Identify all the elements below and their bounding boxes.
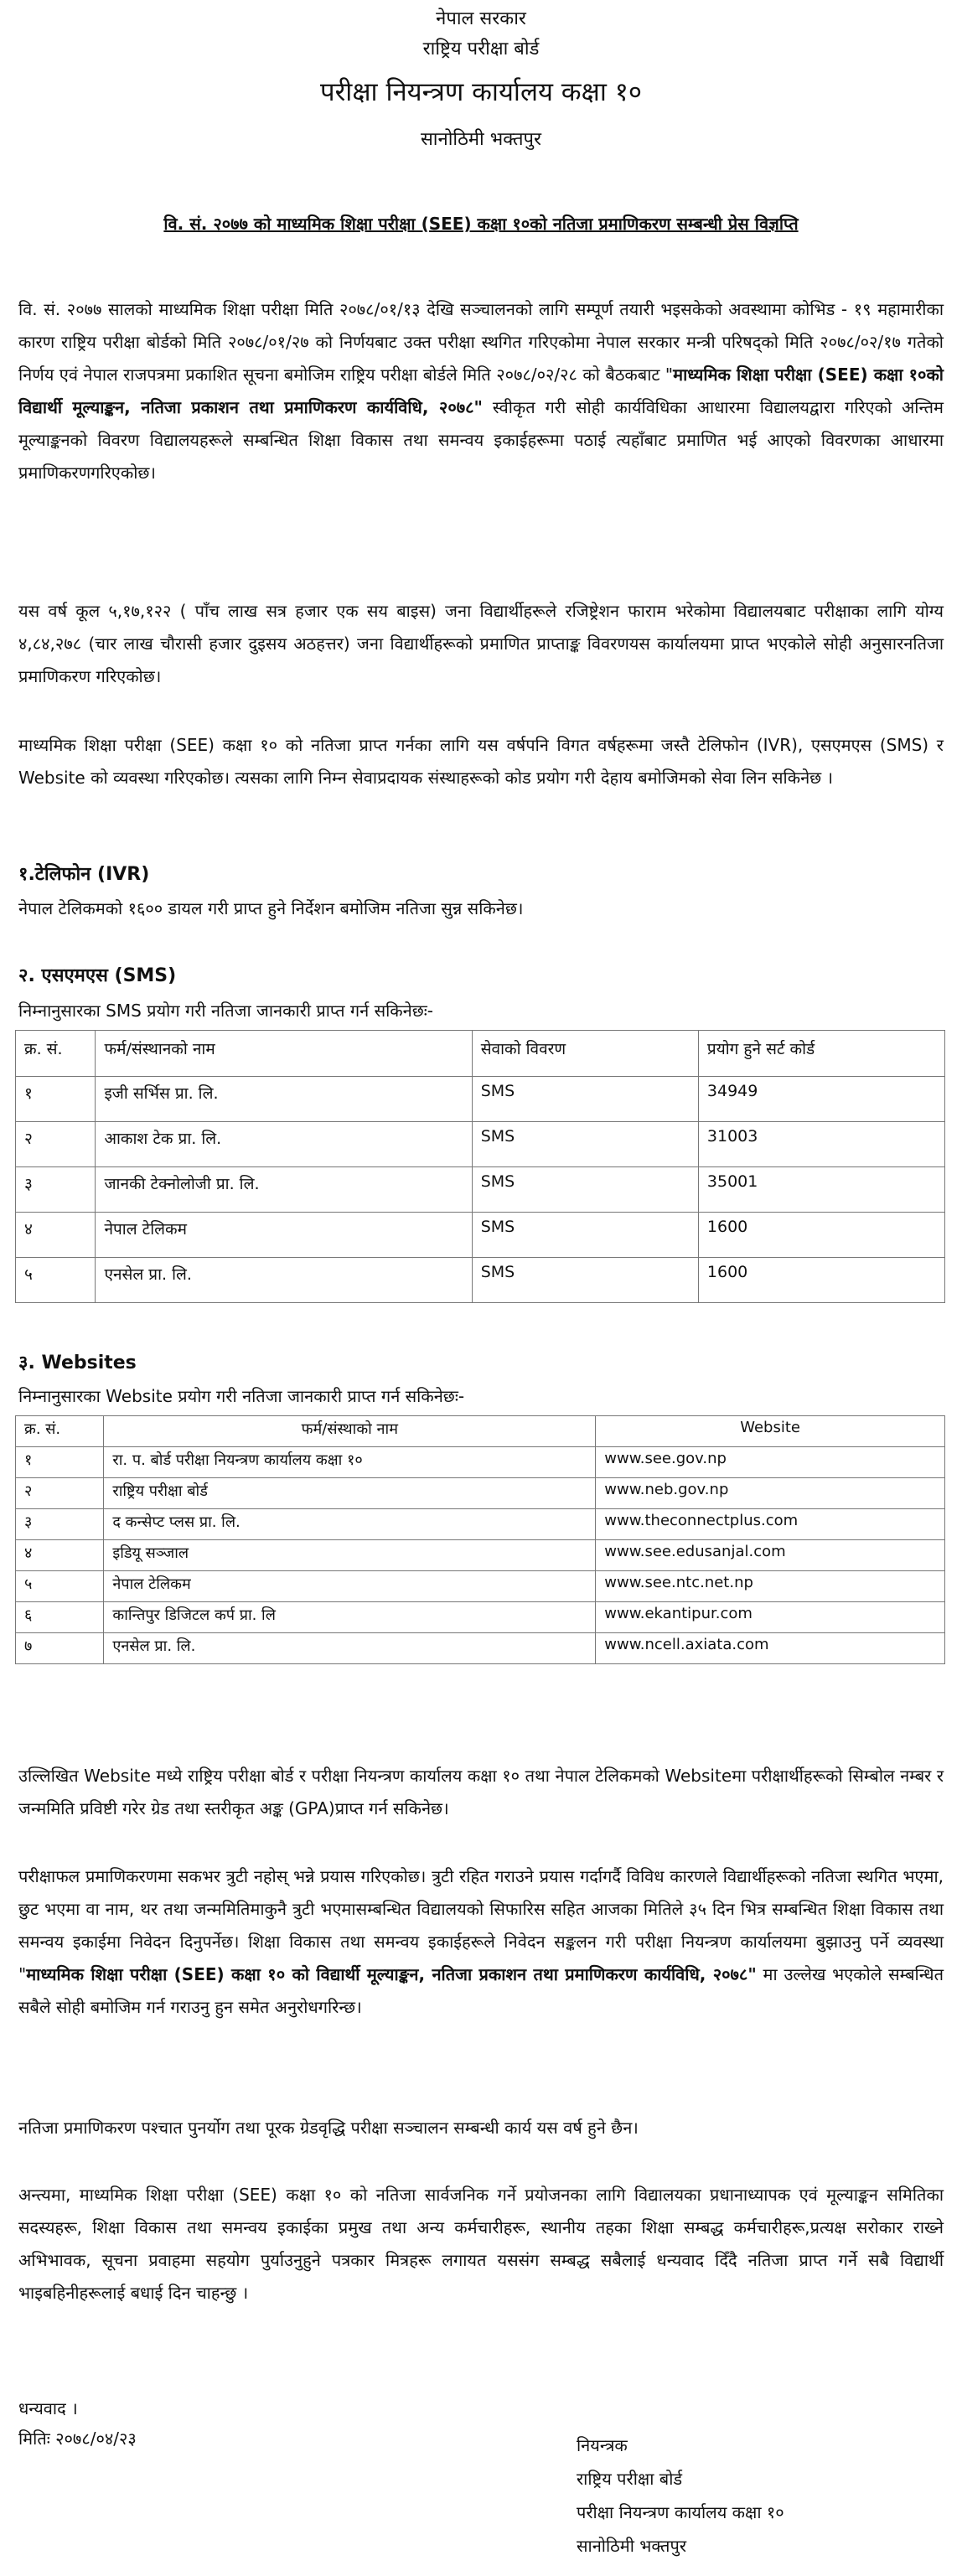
closing-paragraph-2 (18, 1860, 944, 2112)
closing-paragraph-3: नतिजा प्रमाणिकरण पश्चात पुनर्योग तथा पूरक ग्रेडवृद्धि परीक्षा सञ्चालन सम्बन्धी कार्य यस वर्ष हुने छैन। (18, 2118, 639, 2138)
intro-paragraph-3: माध्यमिक शिक्षा परीक्षा (SEE) कक्षा १० को नतिजा प्राप्त गर्नका लागि यस वर्षपनि विगत वर्षहरूमा जस्तै टेलिफोन (IVR), एसएमएस (SMS) र Website को व्यवस्था गरिएकोछ। त्यसका लागि निम्न सेवाप्रदायक संस्थाहरूको कोड प्रयोग गरी देहाय बमोजिमको सेवा लिन सकिनेछ । (18, 735, 944, 788)
intro-p1-bold: माध्यमिक शिक्षा परीक्षा (SEE) कक्षा १०को विद्यार्थी मूल्याङ्कन, नतिजा प्रकाशन तथा प्रमाणिकरण कार्यविधि, २०७८" (18, 365, 944, 417)
cell-serial: १ (16, 1077, 96, 1122)
header-office: परीक्षा नियन्त्रण कार्यालय कक्षा १० (320, 77, 642, 107)
sms-table-header (16, 1031, 945, 1077)
cell-website: www.theconnectplus.com (596, 1509, 945, 1540)
intro-paragraph-2: यस वर्ष कूल ५,१७,१२२ ( पाँच लाख सत्र हजार एक सय बाइस) जना विद्यार्थीहरूले रजिष्ट्रेशन फाराम भरेकोमा विद्यालयबाट परीक्षाका लागि योग्य ४,८४,२७८ (चार लाख चौरासी हजार दुइसय अठहत्तर) जना विद्यार्थीहरूको प्रमाणित प्राप्ताङ्क विवरणयस कार्यालयमा प्राप्त भएकोले सोही अनुसारनतिजा प्रमाणिकरण गरिएकोछ। (18, 601, 944, 686)
websites-table-header (16, 1416, 945, 1447)
table-row (16, 1258, 945, 1303)
col-website: Website (596, 1416, 945, 1447)
cell-firm: जानकी टेक्नोलोजी प्रा. लि. (96, 1167, 472, 1213)
cell-serial: २ (16, 1122, 96, 1167)
signatory-office: परीक्षा नियन्त्रण कार्यालय कक्षा १० (577, 2502, 784, 2522)
table-row (16, 1167, 945, 1213)
closing-paragraph-1: उल्लिखित Website मध्ये राष्ट्रिय परीक्षा बोर्ड र परीक्षा नियन्त्रण कार्यालय कक्षा १० तथा नेपाल टेलिकमको Websiteमा परीक्षार्थीहरूको सिम्बोल नम्बर र जन्ममिति प्रविष्टी गरेर ग्रेड तथा स्तरीकृत अङ्क (GPA)प्राप्त गर्न सकिनेछ। (18, 1766, 944, 1818)
websites-intro: निम्नानुसारका Website प्रयोग गरी नतिजा जानकारी प्राप्त गर्न सकिनेछः- (18, 1386, 465, 1406)
cell-serial: २ (16, 1478, 104, 1509)
cell-org: कान्तिपुर डिजिटल कर्प प्रा. लि (104, 1602, 596, 1633)
cell-code: 34949 (698, 1077, 944, 1122)
issue-date: मितिः २०७८/०४/२३ (18, 2429, 137, 2449)
table-row (16, 1633, 945, 1664)
ivr-text: नेपाल टेलिकमको १६०० डायल गरी प्राप्त हुने निर्देशन बमोजिम नतिजा सुन्न सकिनेछ। (18, 898, 524, 918)
col-firm-name: फर्म/संस्थानको नाम (96, 1031, 472, 1077)
cell-firm: नेपाल टेलिकम (96, 1213, 472, 1258)
col-short-code: प्रयोग हुने सर्ट कोर्ड (698, 1031, 944, 1077)
ivr-heading: १.टेलिफोन (IVR) (18, 864, 150, 885)
cell-serial: ३ (16, 1167, 96, 1213)
cell-website: www.see.gov.np (596, 1447, 945, 1478)
cell-serial: ६ (16, 1602, 104, 1633)
cell-serial: ५ (16, 1258, 96, 1303)
sms-heading: २. एसएमएस (SMS) (18, 965, 177, 986)
cell-service: SMS (472, 1122, 698, 1167)
cell-service: SMS (472, 1213, 698, 1258)
cell-serial: ४ (16, 1540, 104, 1571)
closing-paragraph-4: अन्त्यमा, माध्यमिक शिक्षा परीक्षा (SEE) कक्षा १० को नतिजा सार्वजनिक गर्ने प्रयोजनका लागि विद्यालयका प्रधानाध्यापक एवं मूल्याङ्कन समितिका सदस्यहरू, शिक्षा विकास तथा समन्वय इकाईका प्रमुख तथा अन्य कर्मचारीहरू, स्थानीय तहका शिक्षा सम्बद्ध कर्मचारीहरू,प्रत्यक्ष सरोकार राख्ने अभिभावक, सूचना प्रवाहमा सहयोग पुर्याउनुहुने पत्रकार मित्रहरू लगायत यससंग सम्बद्ध सबैलाई धन्यवाद दिँदै नतिजा प्राप्त गर्ने सबै विद्यार्थी भाइबहिनीहरूलाई बधाई दिन चाहन्छु । (18, 2185, 944, 2303)
cell-code: 35001 (698, 1167, 944, 1213)
cell-firm: आकाश टेक प्रा. लि. (96, 1122, 472, 1167)
cell-serial: १ (16, 1447, 104, 1478)
cell-website: www.see.ntc.net.np (596, 1571, 945, 1602)
cell-service: SMS (472, 1258, 698, 1303)
col-service: सेवाको विवरण (472, 1031, 698, 1077)
closing-p2-part-a: परीक्षाफल प्रमाणिकरणमा सकभर त्रुटी नहोस् भन्ने प्रयास गरिएकोछ। त्रुटी रहित गराउने प्रयास गर्दागर्दै विविध कारणले विद्यार्थीहरूको नतिजा स्थगित भएमा, छुट भएमा वा नाम, थर तथा जन्ममितिमाकुनै त्रुटी भएमासम्बन्धित विद्यालयको सिफारिस सहित आजका मितिले ३५ दिन भित्र सम्बन्धित शिक्षा विकास तथा समन्वय इकाईमा निवेदन दिनुपर्नेछ। शिक्षा विकास तथा समन्वय इकाईहरूले निवेदन सङ्कलन गरी परीक्षा नियन्त्रण कार्यालयमा बुझाउनु पर्ने व्यवस्था " (18, 1866, 944, 1984)
col-serial: क्र. सं. (16, 1031, 96, 1077)
cell-serial: ५ (16, 1571, 104, 1602)
cell-code: 31003 (698, 1122, 944, 1167)
cell-firm: इजी सर्भिस प्रा. लि. (96, 1077, 472, 1122)
websites-heading: ३. Websites (18, 1353, 137, 1373)
cell-org: द कन्सेप्ट प्लस प्रा. लि. (104, 1509, 596, 1540)
cell-code: 1600 (698, 1258, 944, 1303)
cell-service: SMS (472, 1167, 698, 1213)
intro-paragraph-1 (18, 293, 944, 595)
websites-table (15, 1415, 945, 1664)
cell-org: एनसेल प्रा. लि. (104, 1633, 596, 1664)
col-serial: क्र. सं. (16, 1416, 104, 1447)
cell-serial: ३ (16, 1509, 104, 1540)
cell-serial: ७ (16, 1633, 104, 1664)
cell-code: 1600 (698, 1213, 944, 1258)
cell-org: रा. प. बोर्ड परीक्षा नियन्त्रण कार्यालय कक्षा १० (104, 1447, 596, 1478)
document-title: वि. सं. २०७७ को माध्यमिक शिक्षा परीक्षा (SEE) कक्षा १०को नतिजा प्रमाणिकरण सम्बन्धी प्रेस विज्ञप्ति (163, 214, 799, 234)
cell-website: www.ncell.axiata.com (596, 1633, 945, 1664)
table-row (16, 1447, 945, 1478)
col-org-name: फर्म/संस्थाको नाम (104, 1416, 596, 1447)
signature-block (577, 2429, 784, 2563)
table-row (16, 1602, 945, 1633)
cell-service: SMS (472, 1077, 698, 1122)
cell-website: www.ekantipur.com (596, 1602, 945, 1633)
table-row (16, 1077, 945, 1122)
table-row (16, 1571, 945, 1602)
thanks-text: धन्यवाद । (18, 2398, 78, 2418)
header-board: राष्ट्रिय परीक्षा बोर्ड (422, 39, 540, 59)
signatory-title: नियन्त्रक (577, 2435, 628, 2455)
closing-p2-bold: माध्यमिक शिक्षा परीक्षा (SEE) कक्षा १० को विद्यार्थी मूल्याङ्कन, नतिजा प्रकाशन तथा प्रमाणिकरण कार्यविधि, २०७८" (26, 1964, 757, 1984)
sms-intro: निम्नानुसारका SMS प्रयोग गरी नतिजा जानकारी प्राप्त गर्न सकिनेछः- (18, 1001, 434, 1021)
closing-p2-part-c: मा उल्लेख भएकोले सम्बन्धित सबैले सोही बमोजिम गर्न गराउनु हुन समेत अनुरोधगरिन्छ। (18, 1964, 944, 2017)
header-location: सानोठिमी भक्तपुर (420, 129, 542, 150)
sms-table (15, 1030, 945, 1303)
cell-website: www.see.edusanjal.com (596, 1540, 945, 1571)
table-row (16, 1122, 945, 1167)
table-row (16, 1478, 945, 1509)
intro-p1-part-c: स्वीकृत गरी सोही कार्यविधिका आधारमा विद्यालयद्वारा गरिएको अन्तिम मूल्याङ्कनको विवरण विद्यालयहरूले सम्बन्धित शिक्षा विकास तथा समन्वय इकाईहरूमा पठाई त्यहाँबाट प्रमाणित भई आएको विवरणका आधारमा प्रमाणिकरणगरिएकोछ। (18, 397, 944, 483)
signatory-location: सानोठिमी भक्तपुर (577, 2536, 686, 2556)
cell-org: राष्ट्रिय परीक्षा बोर्ड (104, 1478, 596, 1509)
table-row (16, 1509, 945, 1540)
table-row (16, 1540, 945, 1571)
intro-p1-part-a: वि. सं. २०७७ सालको माध्यमिक शिक्षा परीक्षा मिति २०७८/०१/१३ देखि सञ्चालनको लागि सम्पूर्ण तयारी भइसकेको अवस्थामा कोभिड - १९ महामारीका कारण राष्ट्रिय परीक्षा बोर्डको मिति २०७८/०१/२७ को निर्णयबाट उक्त परीक्षा स्थगित गरिएकोमा नेपाल सरकार मन्त्री परिषद्को मिति २०७८/०२/१७ गतेको निर्णय एवं नेपाल राजपत्रमा प्रकाशित सूचना बमोजिम राष्ट्रिय परीक्षा बोर्डले मिति २०७८/०२/२८ को बैठकबाट " (18, 299, 944, 385)
table-row (16, 1213, 945, 1258)
cell-website: www.neb.gov.np (596, 1478, 945, 1509)
cell-org: नेपाल टेलिकम (104, 1571, 596, 1602)
cell-org: इडियू सञ्जाल (104, 1540, 596, 1571)
signatory-board: राष्ट्रिय परीक्षा बोर्ड (577, 2469, 683, 2489)
cell-serial: ४ (16, 1213, 96, 1258)
header-government: नेपाल सरकार (436, 8, 526, 29)
cell-firm: एनसेल प्रा. लि. (96, 1258, 472, 1303)
